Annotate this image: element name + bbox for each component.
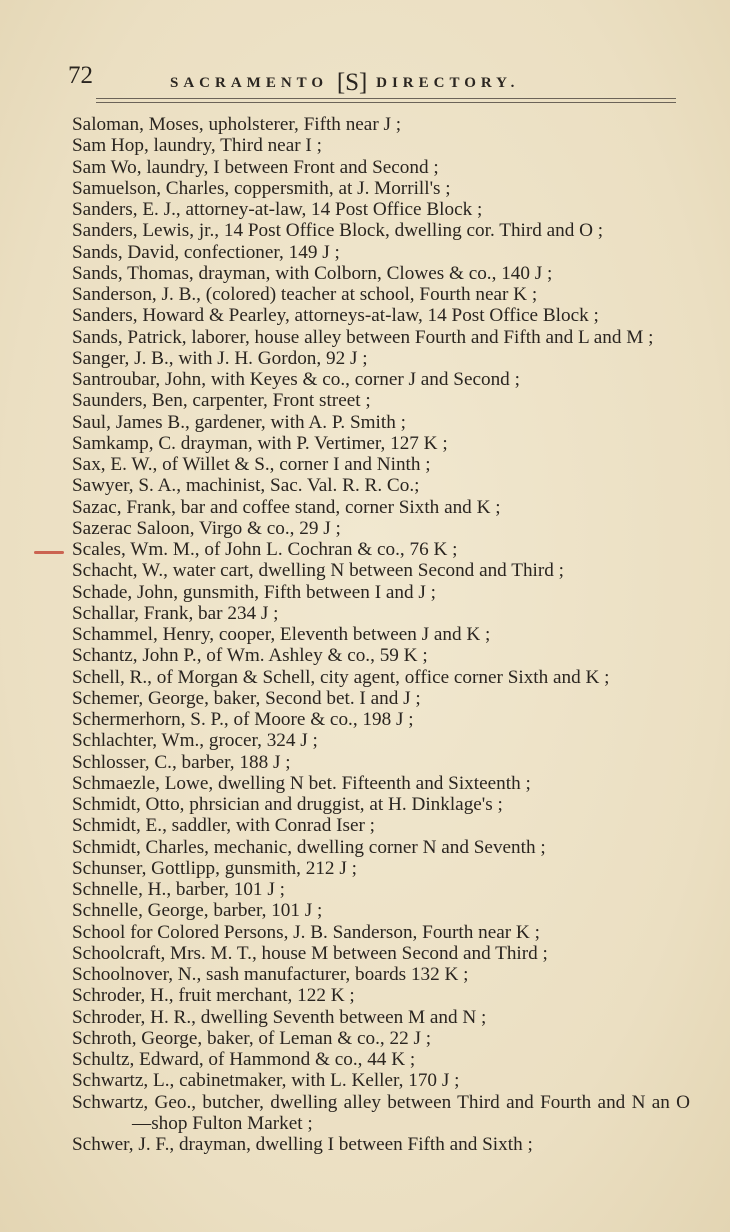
directory-entry: Schwartz, L., cabinetmaker, with L. Keller, 170 J ; (72, 1070, 460, 1092)
directory-entry: Sanders, Lewis, jr., 14 Post Office Block, dwelling cor. Third and O ; (72, 220, 604, 242)
directory-entry: Schunser, Gottlipp, gunsmith, 212 J ; (72, 857, 357, 879)
directory-entry: Sands, Patrick, laborer, house alley between Fourth and Fifth and L and M ; (72, 326, 654, 348)
directory-entry: Samuelson, Charles, coppersmith, at J. Morrill's ; (72, 177, 451, 199)
page-header (66, 60, 686, 100)
running-title-left: SACRAMENTO (170, 75, 329, 91)
directory-entry: Schermerhorn, S. P., of Moore & co., 198 J ; (72, 709, 414, 730)
directory-entry: Schroder, H. R., dwelling Seventh between M and N ; (72, 1006, 487, 1028)
directory-entry: Sazac, Frank, bar and coffee stand, corner Sixth and K ; (72, 496, 501, 518)
running-title (170, 66, 519, 94)
directory-entry: Schmidt, E., saddler, with Conrad Iser ; (72, 815, 375, 837)
header-rule-top (96, 98, 676, 99)
directory-entry: Schantz, John P., of Wm. Ashley & co., 59 K ; (72, 645, 428, 667)
header-rule-bottom (96, 102, 676, 103)
directory-entry: Schmidt, Charles, mechanic, dwelling corner N and Seventh ; (72, 836, 546, 858)
directory-entry: Schmaezle, Lowe, dwelling N bet. Fifteenth and Sixteenth ; (72, 772, 531, 794)
directory-entry: Sands, David, confectioner, 149 J ; (72, 241, 340, 263)
directory-entry: Schroth, George, baker, of Leman & co., 22 J ; (72, 1027, 432, 1049)
directory-entry: Santroubar, John, with Keyes & co., corner J and Second ; (72, 369, 520, 390)
directory-entry: Schroder, H., fruit merchant, 122 K ; (72, 985, 355, 1007)
directory-entry: Saloman, Moses, upholsterer, Fifth near J ; (72, 114, 402, 135)
directory-entry: Schade, John, gunsmith, Fifth between I and J ; (72, 581, 436, 603)
directory-entry: Schwartz, Geo., butcher, dwelling alley between Third and Fourth and N an O—shop Fulton Market ; (72, 1091, 690, 1134)
directory-entry: Schemer, George, baker, Second bet. I and J ; (72, 687, 421, 709)
directory-entry: Schoolcraft, Mrs. M. T., house M between Second and Third ; (72, 942, 548, 964)
directory-entry: Schoolnover, N., sash manufacturer, boards 132 K ; (72, 964, 469, 985)
directory-entry: Sanger, J. B., with J. H. Gordon, 92 J ; (72, 347, 368, 369)
directory-entry: Schlosser, C., barber, 188 J ; (72, 751, 291, 773)
directory-entry: Schnelle, H., barber, 101 J ; (72, 879, 285, 900)
directory-entry: Schacht, W., water cart, dwelling N between Second and Third ; (72, 560, 564, 582)
running-title-right: DIRECTORY. (376, 75, 520, 91)
directory-entry: Sam Wo, laundry, I between Front and Second ; (72, 156, 439, 178)
directory-entry: Schlachter, Wm., grocer, 324 J ; (72, 730, 318, 752)
directory-entry: Sam Hop, laundry, Third near I ; (72, 135, 322, 157)
directory-entry: Schallar, Frank, bar 234 J ; (72, 602, 279, 624)
running-title-letter: [S] (336, 69, 368, 96)
directory-entry: Sazerac Saloon, Virgo & co., 29 J ; (72, 517, 341, 539)
directory-entry: Schwer, J. F., drayman, dwelling I between Fifth and Sixth ; (72, 1134, 533, 1155)
directory-entry: Sanderson, J. B., (colored) teacher at school, Fourth near K ; (72, 284, 538, 305)
directory-entry: Sawyer, S. A., machinist, Sac. Val. R. R. Co.; (72, 475, 420, 497)
directory-entry: Saunders, Ben, carpenter, Front street ; (72, 390, 371, 412)
directory-entry: School for Colored Persons, J. B. Sanderson, Fourth near K ; (72, 921, 540, 943)
directory-entry: Sax, E. W., of Willet & S., corner I and Ninth ; (72, 454, 431, 475)
directory-entry: Sanders, E. J., attorney-at-law, 14 Post Office Block ; (72, 199, 483, 220)
directory-entry: Scales, Wm. M., of John L. Cochran & co., 76 K ; (72, 539, 458, 560)
margin-pointer-mark (34, 551, 64, 554)
directory-entry: Schmidt, Otto, phrsician and druggist, at H. Dinklage's ; (72, 794, 503, 815)
directory-entry: Saul, James B., gardener, with A. P. Smith ; (72, 411, 406, 433)
directory-entry: Schell, R., of Morgan & Schell, city agent, office corner Sixth and K ; (72, 666, 610, 688)
directory-entry: Sanders, Howard & Pearley, attorneys-at-law, 14 Post Office Block ; (72, 305, 599, 327)
page-number: 72 (68, 62, 93, 89)
directory-entry: Schultz, Edward, of Hammond & co., 44 K ; (72, 1049, 416, 1070)
directory-entry: Schammel, Henry, cooper, Eleventh between J and K ; (72, 624, 491, 645)
directory-entry: Schnelle, George, barber, 101 J ; (72, 900, 323, 922)
directory-entries (72, 114, 690, 1155)
directory-entry: Sands, Thomas, drayman, with Colborn, Clowes & co., 140 J ; (72, 262, 553, 284)
directory-entry: Samkamp, C. drayman, with P. Vertimer, 127 K ; (72, 432, 448, 454)
